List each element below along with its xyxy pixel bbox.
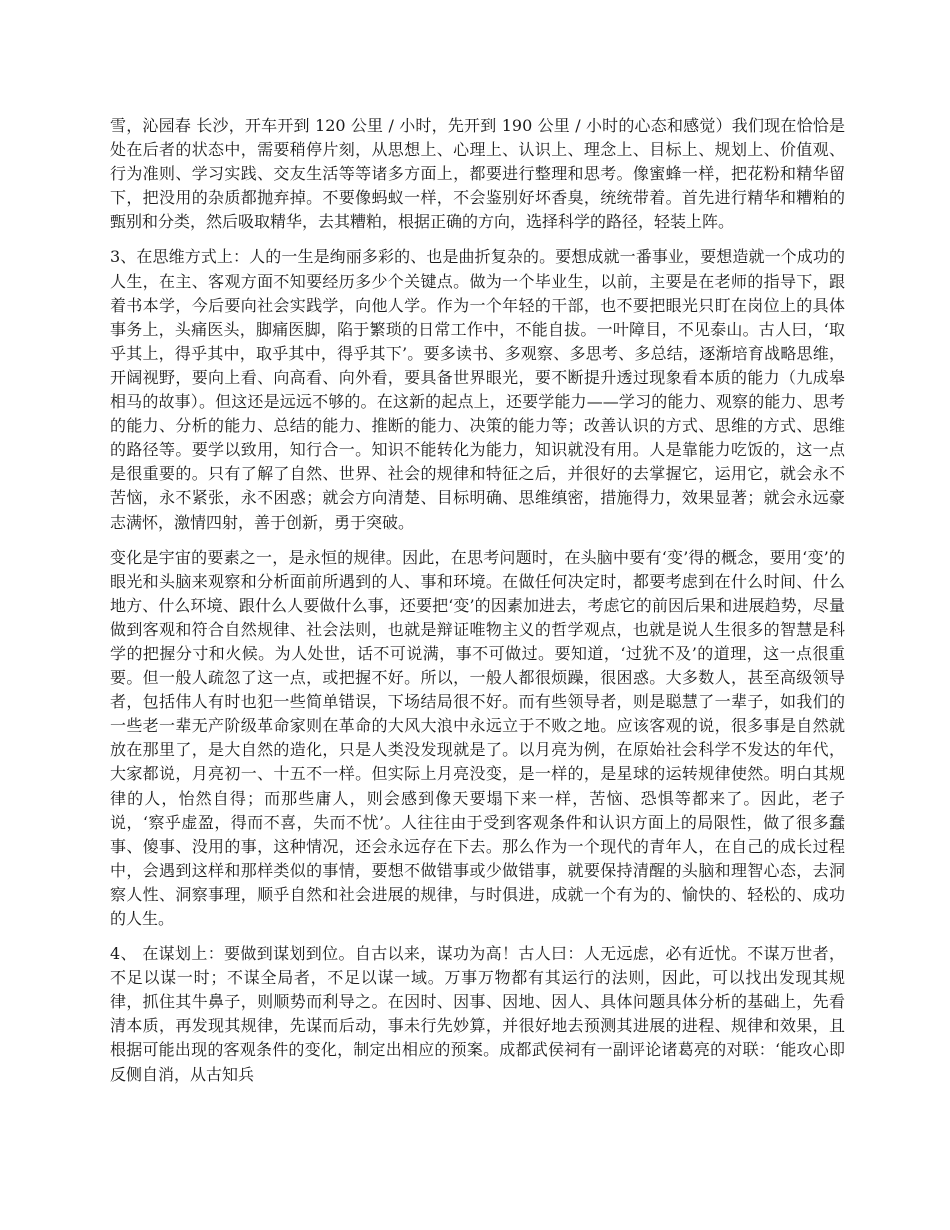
paragraph-change: 变化是宇宙的要素之一，是永恒的规律。因此，在思考问题时，在头脑中要有‘变’得的概念，要用‘变’的眼光和头脑来观察和分析面前所遇到的人、事和环境。在做任何决定时，都要考虑到在什么时间、什么地方、什么环境、跟什么人要做什么事，还要把‘变’的因素加进去，考虑它的前因后果和进展趋势，尽量做到客观和符合自然规律、社会法则，也就是辩证唯物主义的哲学观点，也就是说人生很多的智慧是科学的把握分寸和火候。为人处世，话不可说满，事不可做过。要知道，‘过犹不及’的道理，这一点很重要。但一般人疏忽了这一点，或把握不好。所以，一般人都很烦躁，很困惑。大多数人，甚至高级领导者，包括伟人有时也犯一些简单错误，下场结局很不好。而有些领导者，则是聪慧了一辈子，如我们的一些老一辈无产阶级革命家则在革命的大风大浪中永远立于不败之地。应该客观的说，很多事是自然就放在那里了，是大自然的造化，只是人类没发现就是了。以月亮为例，在原始社会科学不发达的年代，大家都说，月亮初一、十五不一样。但实际上月亮没变，是一样的，是星球的运转规律使然。明白其规律的人，怡然自得；而那些庸人，则会感到像天要塌下来一样，苦恼、恐惧等都来了。因此，老子说，‘察乎虚盈，得而不喜，失而不忧’。人往往由于受到客观条件和认识方面上的局限性，做了很多蠢事、傻事、没用的事，这种情况，还会永远存在下去。那么作为一个现代的青年人，在自己的成长过程中，会遇到这样和那样类似的事情，要想不做错事或少做错事，就要保持清醒的头脑和理智心态，去洞察人性、洞察事理，顺乎自然和社会进展的规律，与时俱进，成就一个有为的、愉快的、轻松的、成功的人生。 xyxy=(110,547,845,928)
paragraph-planning: 4、 在谋划上：要做到谋划到位。自古以来，谋功为高！古人曰：人无远虑，必有近忧。不谋万世者，不足以谋一时；不谋全局者，不足以谋一域。万事万物都有其运行的法则，因此，可以找出发现其规律，抓住其牛鼻子，则顺势而利导之。在因时、因事、因地、因人、具体问题具体分析的基础上，先看清本质，再发现其规律，先谋而后动，事未行先妙算，并很好地去预测其进展的进程、规律和效果，且根据可能出现的客观条件的变化，制定出相应的预案。成都武侯祠有一副评论诸葛亮的对联：‘能攻心即反侧自消，从古知兵 xyxy=(110,944,845,1084)
paragraph-continuation: 雪，沁园春 长沙，开车开到 120 公里 / 小时，先开到 190 公里 / 小时的心态和感觉）我们现在恰恰是处在后者的状态中，需要稍停片刻，从思想上、心理上、认识上、理念上、目标上、规划上、价值观、行为准则、学习实践、交友生活等等诸多方面上，都要进行整理和思考。像蜜蜂一样，把花粉和精华留下，把没用的杂质都抛弃掉。不要像蚂蚁一样，不会鉴别好坏香臭，统统带着。首先进行精华和糟粕的甄别和分类，然后吸取精华，去其糟粕，根据正确的方向，选择科学的路径，轻装上阵。 xyxy=(110,116,845,232)
document-body xyxy=(110,114,845,1098)
paragraph-thinking-method: 3、在思维方式上：人的一生是绚丽多彩的、也是曲折复杂的。要想成就一番事业，要想造就一个成功的人生，在主、客观方面不知要经历多少个关键点。做为一个毕业生，以前，主要是在老师的指导下，跟着书本学，今后要向社会实践学，向他人学。作为一个年轻的干部，也不要把眼光只盯在岗位上的具体事务上，头痛医头，脚痛医脚，陷于繁琐的日常工作中，不能自拔。一叶障目，不见泰山。古人曰，‘取乎其上，得乎其中，取乎其中，得乎其下’。要多读书、多观察、多思考、多总结，逐渐培育战略思维，开阔视野，要向上看、向高看、向外看，要具备世界眼光，要不断提升透过现象看本质的能力（九成皋相马的故事）。但这还是远远不够的。在这新的起点上，还要学能力——学习的能力、观察的能力、思考的能力、分析的能力、总结的能力、推断的能力、决策的能力等；改善认识的方式、思维的方式、思维的路径等。要学以致用，知行合一。知识不能转化为能力，知识就没有用。人是靠能力吃饭的，这一点是很重要的。只有了解了自然、世界、社会的规律和特征之后，并很好的去掌握它，运用它，就会永不苦恼，永不紧张，永不困惑；就会方向清楚、目标明确、思维缜密，措施得力，效果显著；就会永远豪志满怀，激情四射，善于创新，勇于突破。 xyxy=(110,247,845,532)
